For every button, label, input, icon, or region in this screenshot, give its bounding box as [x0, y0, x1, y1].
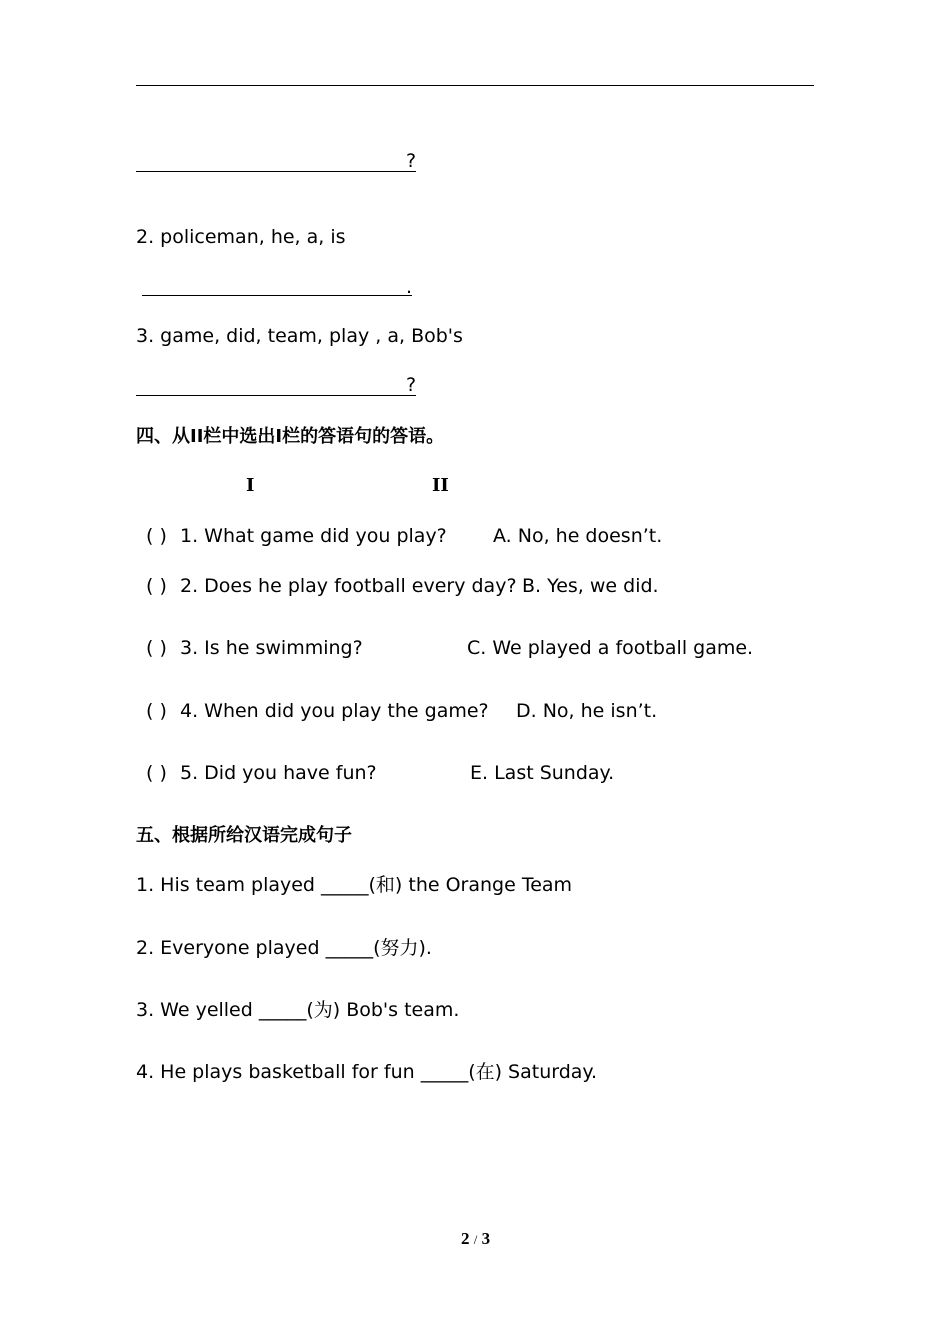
match-row-2-answer: B. Yes, we did.	[522, 575, 659, 597]
match-row-4-question: 4. When did you play the game?	[180, 700, 489, 722]
match-row-5-answer: E. Last Sunday.	[470, 762, 615, 784]
match-row-4-bracket: ( )	[146, 700, 167, 722]
answer-line-1-end: ?	[406, 150, 417, 172]
answer-line-3	[136, 395, 416, 396]
match-row-4-answer: D. No, he isn’t.	[516, 700, 658, 722]
fill-sentence-1: 1. His team played _____(和) the Orange Team	[136, 874, 573, 896]
section-5-heading: 五、根据所给汉语完成句子	[136, 825, 352, 846]
match-row-1-answer: A. No, he doesn’t.	[493, 525, 663, 547]
question-2-words: 2. policeman, he, a, is	[136, 226, 346, 248]
match-row-3-answer: C. We played a football game.	[467, 637, 754, 659]
answer-line-2	[142, 295, 412, 296]
fill-sentence-2: 2. Everyone played _____(努力).	[136, 937, 432, 959]
page-separator: /	[473, 1232, 478, 1247]
match-row-3-question: 3. Is he swimming?	[180, 637, 363, 659]
page-number	[461, 1227, 490, 1252]
match-row-2-question: 2. Does he play football every day?	[180, 575, 517, 597]
column-2-label: II	[432, 475, 449, 496]
answer-line-1	[136, 171, 416, 172]
match-row-5-bracket: ( )	[146, 762, 167, 784]
column-1-label: I	[246, 475, 255, 496]
fill-sentence-3: 3. We yelled _____(为) Bob's team.	[136, 999, 460, 1021]
fill-sentence-4: 4. He plays basketball for fun _____(在) Saturday.	[136, 1061, 598, 1083]
answer-line-3-end: ?	[406, 374, 417, 396]
match-row-3-bracket: ( )	[146, 637, 167, 659]
question-3-words: 3. game, did, team, play , a, Bob's	[136, 325, 463, 347]
match-row-1-bracket: ( )	[146, 525, 167, 547]
page-current: 2	[461, 1229, 470, 1248]
page-total: 3	[481, 1229, 491, 1248]
top-rule	[136, 85, 814, 86]
match-row-5-question: 5. Did you have fun?	[180, 762, 377, 784]
answer-line-2-end: .	[406, 276, 413, 298]
section-4-heading: 四、从II栏中选出I栏的答语句的答语。	[136, 426, 445, 447]
match-row-1-question: 1. What game did you play?	[180, 525, 447, 547]
match-row-2-bracket: ( )	[146, 575, 167, 597]
